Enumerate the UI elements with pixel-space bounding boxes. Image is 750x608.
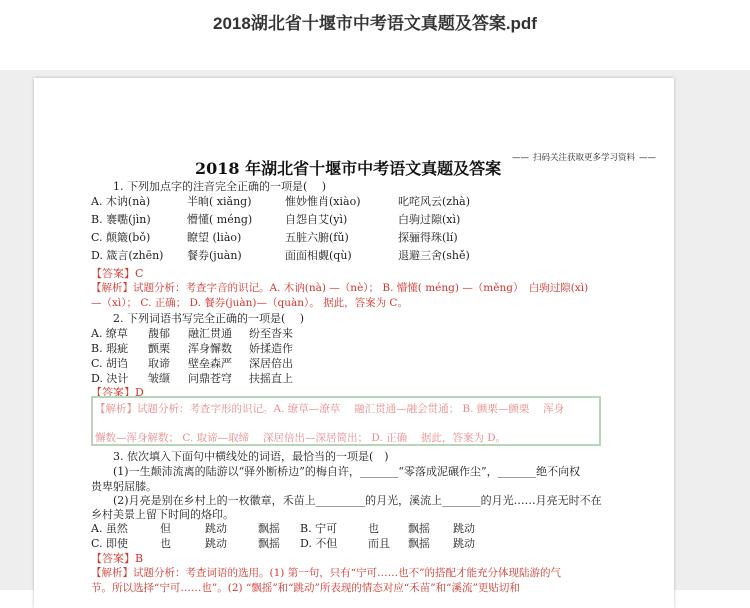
title-bar	[0, 0, 750, 70]
q2-option-b-1: B. 瑕疵	[91, 342, 129, 355]
q3-stem: 3. 依次填入下面句中横线处的词语，最恰当的一项是( )	[113, 450, 389, 463]
q3-option-b-1: B. 宁可	[300, 522, 338, 535]
q2-option-c-2: 取谛	[148, 357, 170, 370]
q2-option-d-1: D. 决计	[91, 372, 129, 385]
q2-option-d-4: 扶摇直上	[249, 372, 293, 385]
q1-option-a-2: 半晌( xiǎng)	[187, 195, 252, 208]
q2-option-c-4: 深居倍出	[249, 357, 293, 370]
q1-option-d-4: 退避三舍(shě)	[398, 249, 470, 262]
q3-option-b-4: 跳动	[453, 522, 475, 535]
q1-option-d-2: 餐券(juàn)	[187, 249, 242, 262]
q1-option-b-2: 懵懂( méng)	[187, 213, 253, 226]
q3-option-d-1: D. 不但	[300, 537, 338, 550]
q2-option-a-4: 纷至沓来	[249, 327, 293, 340]
q2-option-c-1: C. 胡诌	[91, 357, 129, 370]
q3-sentence2-line2: 乡村美景上留下时间的烙印。	[91, 508, 234, 521]
q2-option-b-3: 浑身懈数	[188, 342, 232, 355]
watermark-text: —— 扫码关注获取更多学习资料 ——	[512, 151, 656, 163]
q3-option-c-4: 飘摇	[258, 537, 280, 550]
q3-sentence2-line1: (2)月亮是别在乡村上的一枚徽章，禾苗上_________的月光，溪流上_______的月光……月亮无时不在	[113, 494, 602, 507]
q1-option-b-3: 自怨自艾(yì)	[285, 213, 348, 226]
q1-analysis-line1: 【解析】试题分析：考查字音的识记。A. 木讷(nà) —（nè）； B. 懵懂( méng) —（měng） 白驹过隙(xì)	[91, 282, 589, 294]
q3-option-b-2: 也	[368, 522, 379, 535]
q1-option-b-4: 白驹过隙(xì)	[398, 213, 461, 226]
q2-answer: 【答案】D	[91, 386, 144, 399]
q3-analysis-line2: 节。所以选择“宁可……也”。(2) “飘摇”和“跳动”所表现的情态对应“禾苗”和“溪流”更贴切和	[91, 582, 520, 594]
document-title: 2018湖北省十堰市中考语文真题及答案.pdf	[213, 14, 537, 33]
q3-answer: 【答案】B	[91, 552, 144, 565]
q3-option-a-1: A. 虽然	[91, 522, 128, 535]
q3-option-a-2: 但	[160, 522, 171, 535]
q1-option-c-1: C. 颠簸(bǒ)	[91, 231, 151, 244]
q3-option-c-3: 跳动	[205, 537, 227, 550]
q3-option-c-1: C. 即使	[91, 537, 129, 550]
q2-option-d-2: 皱缬	[148, 372, 170, 385]
q1-stem: 1. 下列加点字的注音完全正确的一项是( )	[113, 180, 327, 193]
q1-option-d-3: 面面相觑(qù)	[285, 249, 352, 262]
q3-option-a-4: 飘摇	[258, 522, 280, 535]
q1-option-c-3: 五脏六腑(fǔ)	[285, 231, 349, 244]
q2-option-b-4: 娇揉造作	[249, 342, 293, 355]
q1-option-a-4: 叱咤风云(zhà)	[398, 195, 471, 208]
q1-option-a-1: A. 木讷(nà)	[91, 195, 151, 208]
q2-option-b-2: 颤栗	[148, 342, 170, 355]
q3-option-d-4: 跳动	[453, 537, 475, 550]
q2-analysis-line2: 懈数—浑身解数； C. 取谛—取缔 深居倍出—深居简出； D. 正确 据此，答案为 D。	[95, 432, 507, 444]
q3-analysis-line1: 【解析】试题分析：考查词语的选用。(1) 第一句，只有“宁可……也不”的搭配才能充分体现陆游的气	[91, 567, 561, 579]
q3-option-d-3: 飘摇	[408, 537, 430, 550]
page-heading: 2018 年湖北省十堰市中考语文真题及答案	[195, 159, 502, 178]
q2-option-a-2: 馥郁	[148, 327, 170, 340]
q2-option-a-3: 融汇贯通	[188, 327, 232, 340]
q1-option-b-1: B. 褰嚸(jìn)	[91, 213, 151, 226]
q1-option-c-2: 瞭望 (liào)	[187, 231, 242, 244]
q2-analysis-line1: 【解析】试题分析：考查字形的识记。A. 缭草—潦草 融汇贯通—融会贯通； B. 颤栗—颤栗 浑身	[95, 403, 565, 415]
q1-answer: 【答案】C	[91, 267, 144, 280]
q1-analysis-line2: —（xì）； C. 正确； D. 餐券(juàn)—（quàn）。 据此，答案为 C。	[91, 297, 408, 309]
q3-sentence1-line1: (1)一生颠沛流离的陆游以“驿外断桥边”的梅自许，_______“零落成泥碾作尘”，_______绝不向权	[113, 465, 581, 478]
q2-option-d-3: 问鼎苍穹	[188, 372, 232, 385]
q3-option-d-2: 而且	[368, 537, 390, 550]
q2-option-c-3: 壁垒森严	[188, 357, 232, 370]
q3-option-a-3: 跳动	[205, 522, 227, 535]
q3-sentence1-line2: 贵卑躬屈膝。	[91, 480, 157, 493]
q2-option-a-1: A. 缭草	[91, 327, 128, 340]
q1-option-d-1: D. 箴言(zhēn)	[91, 249, 164, 262]
q3-option-b-3: 飘摇	[408, 522, 430, 535]
q2-stem: 2. 下列词语书写完全正确的一项是( )	[113, 312, 305, 325]
q1-option-c-4: 探骊得珠(lí)	[398, 231, 458, 244]
q3-option-c-2: 也	[160, 537, 171, 550]
q1-option-a-3: 惟妙惟肖(xiào)	[285, 195, 361, 208]
